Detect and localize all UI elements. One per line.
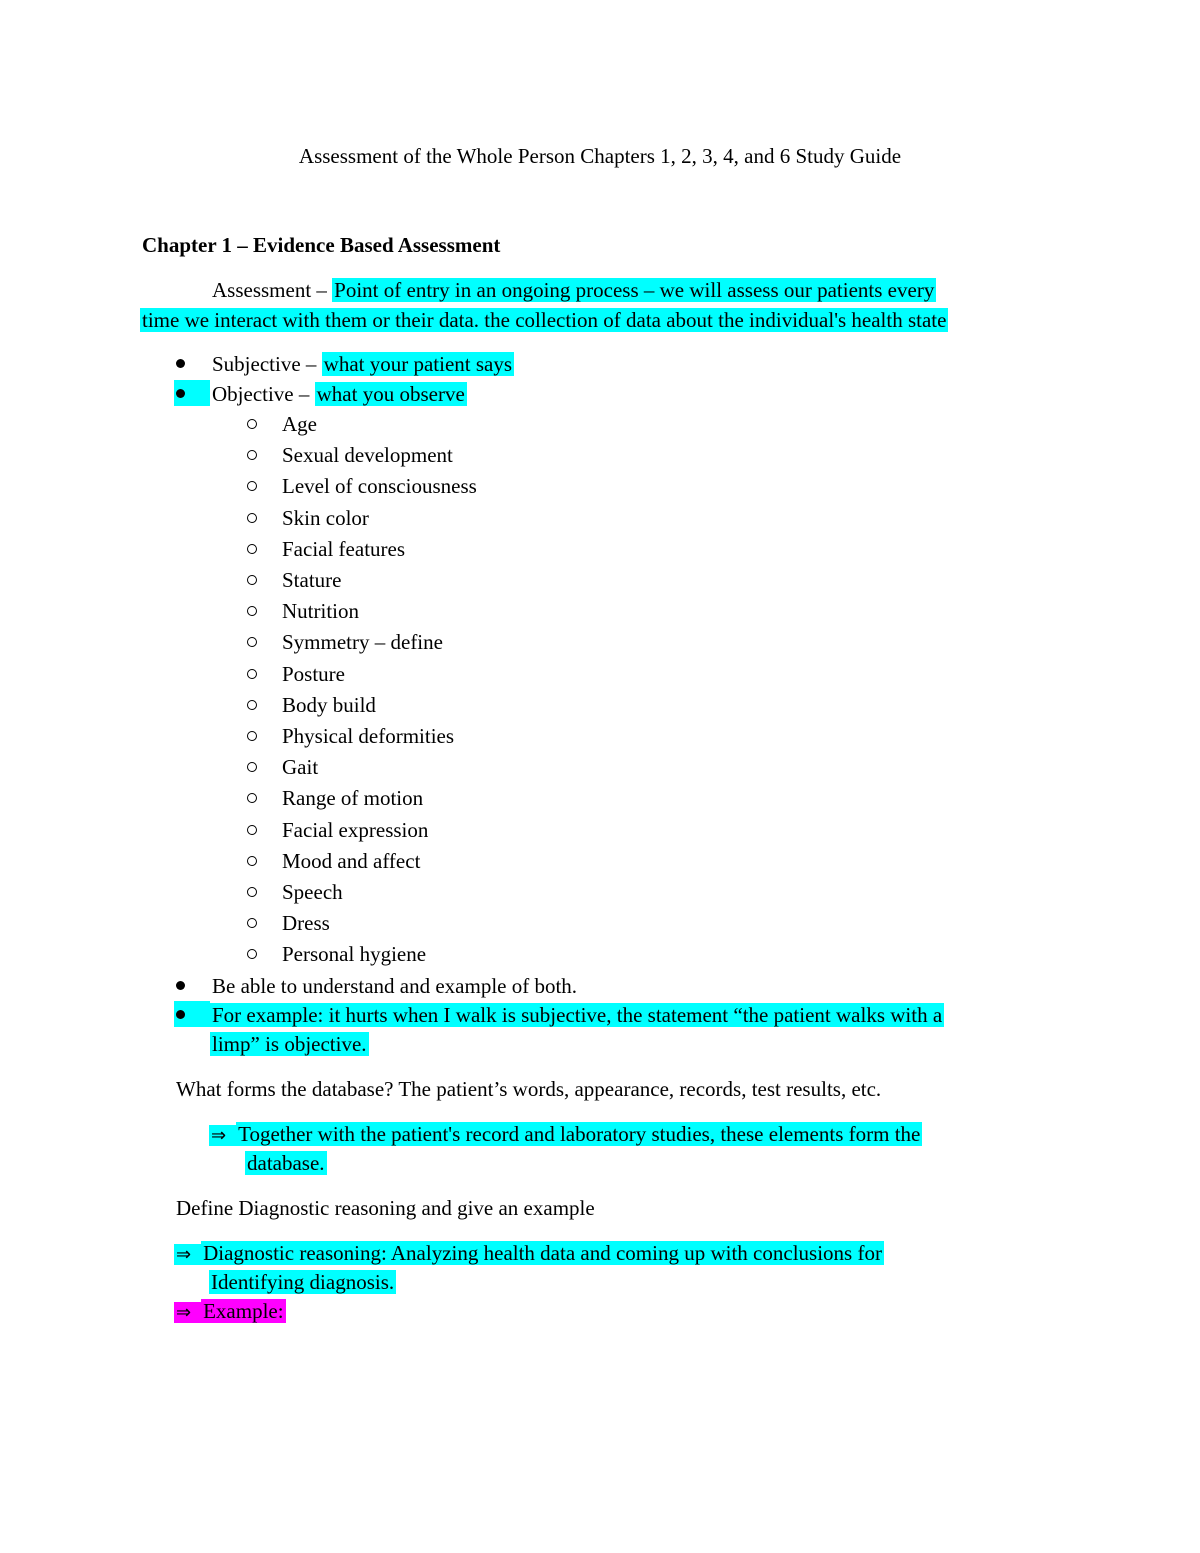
objective-item: Gait [282,755,319,779]
assessment-definition-part-2: time we interact with them or their data. the collection of data about the individual's health state [142,308,947,332]
bullet-icon [176,1010,185,1019]
bullet-subjective [212,350,514,378]
example-text-part-2: limp” is objective. [212,1032,367,1056]
objective-item: Personal hygiene [282,942,427,966]
diagnostic-answer-line-1 [174,1239,884,1267]
bullet-example-line-2 [210,1030,369,1058]
circle-bullet-icon [247,918,257,928]
assessment-label: Assessment – [212,278,333,302]
circle-bullet-icon [247,669,257,679]
bullet-value: what you observe [316,382,465,406]
objective-item: Stature [282,568,342,592]
bullet-value: what your patient says [323,352,513,376]
circle-bullet-icon [247,887,257,897]
document-title: Assessment of the Whole Person Chapters 1, 2, 3, 4, and 6 Study Guide [298,144,902,168]
diagnostic-prompt: Define Diagnostic reasoning and give an example [176,1196,595,1220]
database-answer-line-1 [209,1120,922,1148]
circle-bullet-icon [247,856,257,866]
bullet-example-line-1 [210,1001,944,1029]
circle-bullet-icon [247,481,257,491]
objective-item: Level of consciousness [282,474,477,498]
circle-bullet-icon [247,419,257,429]
database-answer-line-2 [245,1149,327,1177]
circle-bullet-icon [247,700,257,710]
arrow-icon: ⇒ [209,1125,236,1146]
circle-bullet-icon [247,949,257,959]
assessment-line-1 [212,276,936,304]
assessment-line-2 [140,306,948,334]
circle-bullet-icon [247,762,257,772]
objective-item: Speech [282,880,343,904]
arrow-icon: ⇒ [174,1302,201,1323]
objective-item: Body build [282,693,376,717]
example-line [174,1297,286,1325]
database-answer-part-2: database. [247,1151,325,1175]
objective-item: Range of motion [282,786,424,810]
circle-bullet-icon [247,450,257,460]
objective-item: Facial features [282,537,406,561]
circle-bullet-icon [247,793,257,803]
example-label: Example: [203,1299,284,1323]
objective-item: Sexual development [282,443,453,467]
objective-item: Mood and affect [282,849,421,873]
database-answer-part-1: Together with the patient's record and laboratory studies, these elements form the [238,1122,921,1146]
circle-bullet-icon [247,825,257,835]
database-question: What forms the database? The patient’s words, appearance, records, test results, etc. [176,1077,882,1101]
arrow-icon: ⇒ [174,1244,201,1265]
objective-item: Skin color [282,506,369,530]
circle-bullet-icon [247,544,257,554]
objective-item: Dress [282,911,330,935]
bullet-objective [212,380,467,408]
example-text-part-1: For example: it hurts when I walk is subjective, the statement “the patient walks with a [212,1003,943,1027]
circle-bullet-icon [247,575,257,585]
objective-item: Nutrition [282,599,359,623]
objective-item: Age [282,412,317,436]
circle-bullet-icon [247,731,257,741]
assessment-definition-part-1: Point of entry in an ongoing process – we will assess our patients every [334,278,935,302]
diagnostic-answer-part-1: Diagnostic reasoning: Analyzing health data and coming up with conclusions for [203,1241,882,1265]
bullet-label: Subjective – [212,352,322,376]
circle-bullet-icon [247,606,257,616]
diagnostic-answer-line-2 [209,1268,396,1296]
bullet-icon [176,359,185,368]
objective-item: Symmetry – define [282,630,443,654]
objective-item: Physical deformities [282,724,455,748]
chapter-heading: Chapter 1 – Evidence Based Assessment [142,233,501,257]
bullet-label: Objective – [212,382,315,406]
circle-bullet-icon [247,637,257,647]
bullet-icon [176,981,185,990]
bullet-understand: Be able to understand and example of both. [212,974,578,998]
objective-item: Posture [282,662,345,686]
objective-item: Facial expression [282,818,429,842]
bullet-icon [176,389,185,398]
diagnostic-answer-part-2: Identifying diagnosis. [211,1270,395,1294]
circle-bullet-icon [247,513,257,523]
